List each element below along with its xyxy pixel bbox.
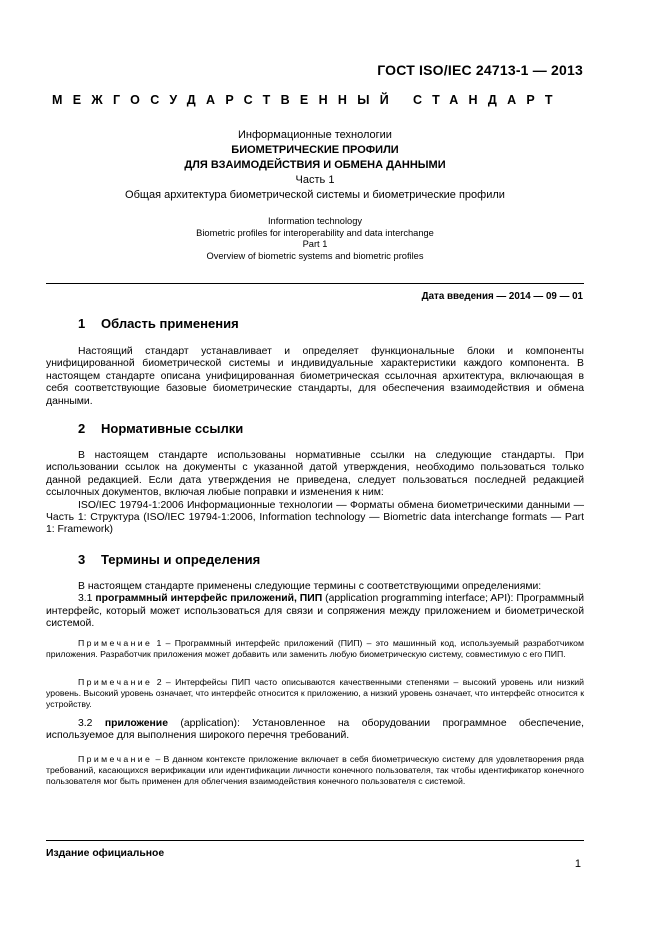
date-of-introduction: Дата введения — 2014 — 09 — 01: [421, 291, 583, 302]
standard-type: [52, 93, 563, 107]
note-1: [46, 638, 584, 660]
term-3-1-number: 3.1: [78, 593, 93, 605]
section-2-title: Нормативные ссылки: [101, 421, 244, 436]
note-1-text: 1 – Программный интерфейс приложений (ПИП) – это машинный код, используемый разработчиком приложения. Разработчик приложения может добавить или заменить любую биометрическую систему, совместимую с его ПИП.: [46, 638, 584, 659]
bottom-divider: [46, 840, 584, 841]
term-3-2-number: 3.2: [78, 718, 93, 729]
note-3: [46, 754, 584, 786]
title-en-line1: Information technology: [267, 216, 363, 226]
term-3-2-definition: (application): Установленное на оборудовании программное обеспечение, используемое для выполнения широкого перечня требований.: [46, 718, 585, 742]
section-2-heading: [78, 421, 243, 436]
section-1-title: Область применения: [101, 316, 239, 331]
page-number: 1: [574, 858, 581, 870]
title-ru-line1: Информационные технологии: [238, 129, 392, 141]
section-3-number: 3: [78, 552, 86, 567]
title-ru: [46, 128, 584, 203]
term-3-2-block: [46, 718, 584, 743]
standard-code: ГОСТ ISO/IEC 24713-1 — 2013: [377, 62, 583, 78]
title-en-line4: Overview of biometric systems and biometric profiles: [206, 250, 424, 261]
title-en-line2: Biometric profiles for interoperability and data interchange: [196, 227, 434, 238]
title-ru-line4: Часть 1: [295, 174, 335, 186]
section-1-text: Настоящий стандарт устанавливает и определяет функциональные блоки и компоненты унифицированной биометрической системы и индивидуальные характеристики каждого компонента. В настоящем стандарте описана унифицированная биометрическая ссылочная архитектура, включающая в себя соответствующие базовые биометрические стандарты, для обеспечения взаимодействия и обмена данными.: [46, 346, 584, 407]
note-1-label: Примечание: [78, 638, 153, 648]
term-3-2: [46, 718, 584, 743]
section-2-text: В настоящем стандарте использованы нормативные ссылки на следующие стандарты. При использовании ссылок на документы с указанной датой утверждения, необходимо пользоваться только данной редакцией. Если дата утверждения не приведена, следует пользоваться последней редакцией ссылочных документов, включая любые поправки и изменения к ним:: [46, 450, 584, 499]
title-ru-line3: ДЛЯ ВЗАИМОДЕЙСТВИЯ И ОБМЕНА ДАННЫМИ: [184, 159, 446, 171]
term-3-1: [46, 593, 584, 630]
top-divider: [46, 283, 584, 284]
standard-type-word1: МЕЖГОСУДАРСТВЕННЫЙ: [52, 93, 400, 107]
section-3-heading: [78, 552, 260, 567]
official-edition: Издание официальное: [46, 848, 165, 859]
term-3-2-name: приложение: [104, 718, 168, 729]
section-1-heading: [78, 316, 239, 331]
section-1-number: 1: [78, 316, 86, 331]
section-3-body: [46, 581, 584, 631]
title-ru-line2: БИОМЕТРИЧЕСКИЕ ПРОФИЛИ: [231, 144, 399, 156]
note-3-label: Примечание: [78, 754, 153, 764]
note-2-label: Примечание: [78, 677, 153, 687]
term-3-1-definition: (application programming interface; API): Программный интерфейс, который может использоваться для связи и сопряжения между приложением и биометрической системой.: [46, 593, 585, 630]
section-3-intro: В настоящем стандарте применены следующие термины с соответствующими определениями:: [78, 581, 542, 592]
section-1-body: [46, 346, 584, 408]
term-3-1-name: программный интерфейс приложений, ПИП: [95, 593, 323, 605]
note-3-text: – В данном контексте приложение включает в себя биометрическую систему для удовлетворения ряда требований, касающихся верификации или идентификации личности конечного пользователя, так чтобы идентификатор конечного пользователя мог быть применен для облегчения взаимодействия конечного пользователя с системой.: [46, 754, 584, 786]
note-2: [46, 677, 584, 709]
section-2-number: 2: [78, 421, 86, 436]
section-2-body: [46, 450, 584, 537]
title-en-line3: Part 1: [302, 239, 328, 250]
note-2-text: 2 – Интерфейсы ПИП часто описываются качественными степенями – высокий уровень или низкий уровень. Высокий уровень означает, что интерфейс относится к приложению, а низкий уровень означает, что интерфейс относится к устройству.: [46, 677, 585, 709]
standard-type-word2: СТАНДАРТ: [413, 93, 563, 107]
title-en: [46, 216, 584, 262]
title-ru-line5: Общая архитектура биометрической системы и биометрические профили: [125, 189, 505, 201]
section-2-reference: ISO/IEC 19794-1:2006 Информационные технологии — Форматы обмена биометрическими данными — Часть 1: Структура (ISO/IEC 19794-1:2006, Information technology — Biometric data interchange formats — Part 1: Framework): [46, 499, 584, 536]
section-3-title: Термины и определения: [101, 552, 261, 567]
